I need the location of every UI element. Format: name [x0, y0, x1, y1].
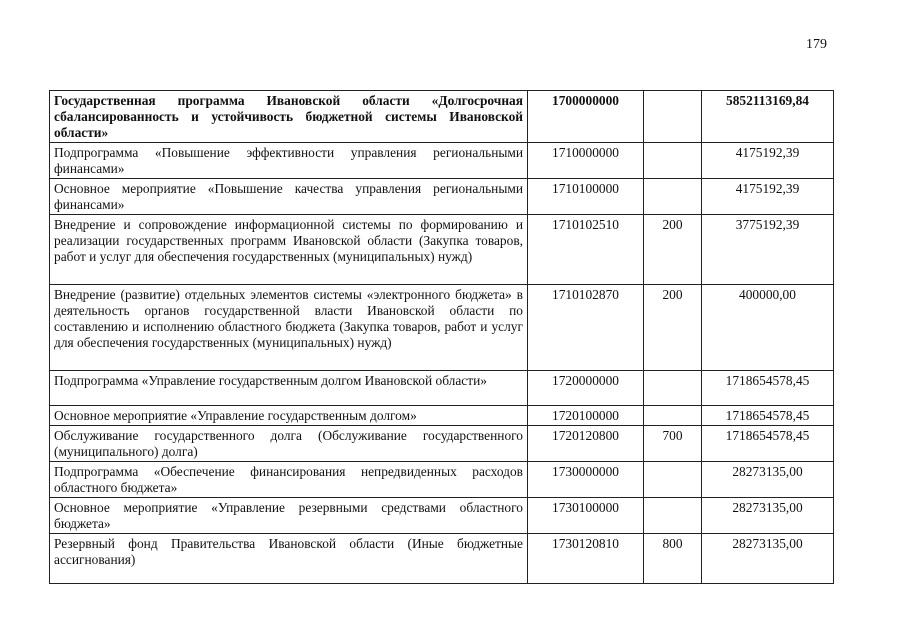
- row-sum: 3775192,39: [702, 215, 834, 285]
- row-code: 1710000000: [528, 143, 644, 179]
- row-code: 1710102510: [528, 215, 644, 285]
- row-name: Резервный фонд Правительства Ивановской области (Иные бюджетные ассигнования): [50, 534, 528, 584]
- row-sum: 4175192,39: [702, 143, 834, 179]
- row-sum: 28273135,00: [702, 498, 834, 534]
- row-sum: 1718654578,45: [702, 406, 834, 426]
- row-name: Основное мероприятие «Управление государственным долгом»: [50, 406, 528, 426]
- row-sum: 1718654578,45: [702, 426, 834, 462]
- row-kind: 200: [644, 285, 702, 371]
- row-name: Обслуживание государственного долга (Обслуживание государственного (муниципального) долга): [50, 426, 528, 462]
- row-kind: [644, 91, 702, 143]
- table-row: [50, 179, 834, 215]
- row-kind: 800: [644, 534, 702, 584]
- row-sum: 400000,00: [702, 285, 834, 371]
- row-kind: [644, 406, 702, 426]
- row-sum: 1718654578,45: [702, 371, 834, 406]
- table-row: [50, 406, 834, 426]
- table-row: [50, 215, 834, 285]
- row-kind: 200: [644, 215, 702, 285]
- row-name: Подпрограмма «Управление государственным долгом Ивановской области»: [50, 371, 528, 406]
- table-row: [50, 426, 834, 462]
- row-code: 1720000000: [528, 371, 644, 406]
- row-sum: 28273135,00: [702, 534, 834, 584]
- row-name: Подпрограмма «Обеспечение финансирования непредвиденных расходов областного бюджета»: [50, 462, 528, 498]
- row-code: 1720120800: [528, 426, 644, 462]
- row-sum: 28273135,00: [702, 462, 834, 498]
- row-sum: 5852113169,84: [702, 91, 834, 143]
- page-number: 179: [806, 37, 827, 52]
- row-code: 1730000000: [528, 462, 644, 498]
- table-row: [50, 91, 834, 143]
- table-row: [50, 285, 834, 371]
- table-row: [50, 498, 834, 534]
- row-code: 1730120810: [528, 534, 644, 584]
- row-name: Внедрение (развитие) отдельных элементов системы «электронного бюджета» в деятельность органов государственной власти Ивановской области по составлению и исполнению областного бюджета (Закупка товаров, работ и услуг для обеспечения государственных (муниципальных) нужд): [50, 285, 528, 371]
- row-name: Основное мероприятие «Управление резервными средствами областного бюджета»: [50, 498, 528, 534]
- row-code: 1710102870: [528, 285, 644, 371]
- table-row: [50, 143, 834, 179]
- row-kind: [644, 143, 702, 179]
- row-code: 1700000000: [528, 91, 644, 143]
- row-kind: [644, 179, 702, 215]
- table-row: [50, 371, 834, 406]
- row-code: 1720100000: [528, 406, 644, 426]
- row-code: 1730100000: [528, 498, 644, 534]
- row-kind: [644, 498, 702, 534]
- row-sum: 4175192,39: [702, 179, 834, 215]
- row-kind: 700: [644, 426, 702, 462]
- table-row: [50, 534, 834, 584]
- table-row: [50, 462, 834, 498]
- row-name: Основное мероприятие «Повышение качества управления региональными финансами»: [50, 179, 528, 215]
- row-kind: [644, 462, 702, 498]
- row-name: Подпрограмма «Повышение эффективности управления региональными финансами»: [50, 143, 528, 179]
- row-kind: [644, 371, 702, 406]
- row-code: 1710100000: [528, 179, 644, 215]
- row-name: Внедрение и сопровождение информационной системы по формированию и реализации государственных программ Ивановской области (Закупка товаров, работ и услуг для обеспечения государственных (муниципальных) нужд): [50, 215, 528, 285]
- row-name: Государственная программа Ивановской области «Долгосрочная сбалансированность и устойчивость бюджетной системы Ивановской области»: [50, 91, 528, 143]
- budget-table: [49, 90, 834, 584]
